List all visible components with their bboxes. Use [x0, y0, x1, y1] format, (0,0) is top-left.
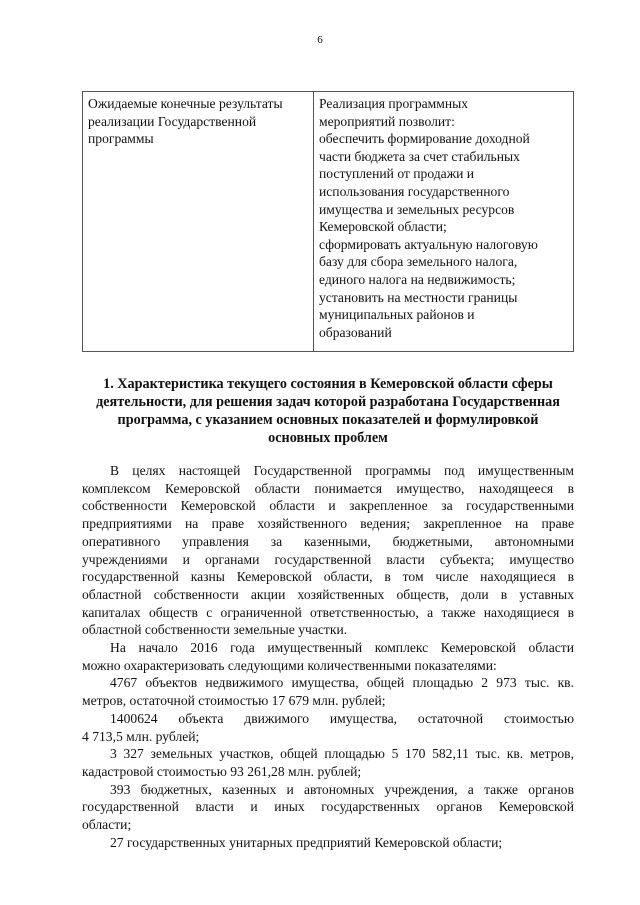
- table-cell-line: мероприятий позволит:: [319, 113, 455, 129]
- text-line: государственной казны Кемеровской области, в том числе находящиеся в: [82, 569, 574, 585]
- table-cell-line: Кемеровской области;: [319, 219, 447, 235]
- text-line: 1400624 объекта движимого имущества, остаточной стоимостью: [110, 710, 574, 726]
- table-cell-line: Реализация программных: [319, 96, 469, 111]
- table-cell-line: муниципальных районов и: [319, 307, 475, 323]
- text-line: государственной власти и иных государственных органов Кемеровской: [82, 799, 574, 815]
- heading-line: программа, с указанием основных показателей и формулировкой: [117, 412, 539, 428]
- table-cell-line: единого налога на недвижимость;: [319, 271, 516, 287]
- paragraph: [82, 745, 574, 780]
- program-passport-table: [82, 91, 574, 352]
- body-text: [82, 462, 574, 851]
- heading-line: 1. Характеристика текущего состояния в Кемеровской области сферы: [103, 376, 553, 392]
- text-line: 393 бюджетных, казенных и автономных учреждения, а также органов: [110, 781, 574, 797]
- text-line: На начало 2016 года имущественный комплекс Кемеровской области: [110, 640, 574, 656]
- table-cell-line: Ожидаемые конечные результаты: [88, 96, 283, 111]
- text-line: метров, остаточной стоимостью 17 679 млн. рублей;: [82, 693, 386, 709]
- page-number: 6: [317, 34, 323, 46]
- text-line: оперативного управления за казенными, бюджетными, автономными: [82, 533, 574, 549]
- paragraph: [82, 462, 574, 639]
- table-cell-label: [83, 92, 314, 352]
- paragraph: [82, 674, 574, 709]
- text-line: В целях настоящей Государственной программы под имущественным: [110, 463, 574, 478]
- text-line: собственности Кемеровской области и закрепленное за государственными: [82, 498, 574, 514]
- section-heading: [82, 375, 574, 447]
- text-line: 3 327 земельных участков, общей площадью 5 170 582,11 тыс. кв. метров,: [110, 746, 574, 762]
- heading-line: деятельности, для решения задач которой разработана Государственная: [96, 394, 560, 410]
- table-cell-line: использования государственного: [319, 183, 510, 199]
- text-line: 4767 объектов недвижимого имущества, общей площадью 2 973 тыс. кв.: [110, 675, 574, 691]
- text-line: капиталах обществ с ограниченной ответственностью, а также находящиеся в: [82, 604, 574, 620]
- table-cell-line: программы: [88, 131, 154, 147]
- paragraph: [82, 639, 574, 674]
- table-cell-line: установить на местности границы: [319, 289, 518, 305]
- text-line: можно охарактеризовать следующими количественными показателями:: [82, 657, 497, 673]
- text-line: комплексом Кемеровской области понимается имущество, находящееся в: [82, 480, 574, 496]
- table-cell-line: обеспечить формирование доходной: [319, 131, 530, 147]
- table-cell-line: реализации Государственной: [88, 113, 257, 129]
- text-line: областной собственности земельные участки.: [82, 622, 348, 638]
- table-cell-line: образований: [319, 324, 392, 340]
- text-line: 4 713,5 млн. рублей;: [82, 728, 200, 744]
- table-row: [83, 92, 574, 352]
- table-cell-line: части бюджета за счет стабильных: [319, 148, 520, 164]
- paragraph: [82, 781, 574, 834]
- table-cell-line: имущества и земельных ресурсов: [319, 201, 515, 217]
- text-line: учреждениями и органами государственной власти субъекта; имущество: [82, 551, 574, 567]
- table-cell-line: базу для сбора земельного налога,: [319, 254, 518, 270]
- paragraph: [82, 710, 574, 745]
- text-line: предприятиями на праве хозяйственного ведения; закрепленное на праве: [82, 516, 574, 532]
- text-line: 27 государственных унитарных предприятий Кемеровской области;: [110, 834, 503, 850]
- table-cell-line: сформировать актуальную налоговую: [319, 236, 538, 252]
- table-cell-line: поступлений от продажи и: [319, 166, 475, 182]
- heading-line: основных проблем: [268, 430, 388, 446]
- table-cell-value: [314, 92, 574, 352]
- text-line: кадастровой стоимостью 93 261,28 млн. рублей;: [82, 763, 362, 779]
- text-line: области;: [82, 817, 132, 833]
- paragraph: [82, 834, 574, 852]
- text-line: областной собственности акции хозяйственных обществ, доли в уставных: [82, 586, 574, 602]
